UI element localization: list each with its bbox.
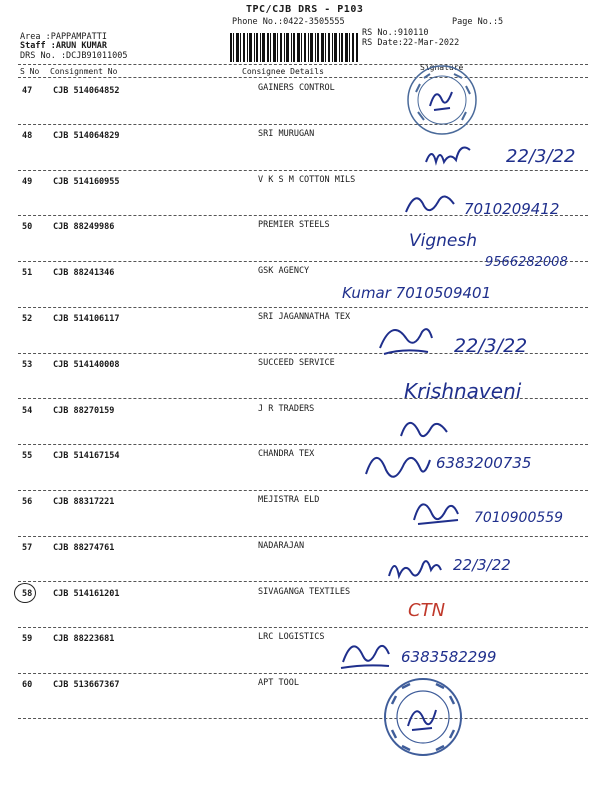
row-consignment: CJB 514064852 — [53, 86, 120, 96]
signature-row-48 — [420, 138, 590, 172]
row-sno: 54 — [22, 406, 33, 416]
row-sno: 49 — [22, 177, 33, 187]
row-consignment: CJB 88317221 — [53, 497, 115, 507]
row-divider — [18, 536, 588, 537]
col-consignee: Consignee Details — [242, 67, 324, 76]
signature-row-52 — [372, 318, 572, 364]
signature-row-49 — [400, 184, 590, 224]
row-consignment: CJB 88270159 — [53, 406, 115, 416]
row-consignment: CJB 514064829 — [53, 131, 120, 141]
row-consignee: NADARAJAN — [258, 541, 305, 551]
handwriting-row-55: 6383200735 — [436, 454, 532, 472]
row-consignment: CJB 513667367 — [53, 680, 120, 690]
row-consignment: CJB 88223681 — [53, 634, 115, 644]
row-sno: 59 — [22, 634, 33, 644]
row-consignee: MEJISTRA ELD — [258, 495, 320, 505]
handwriting-row-57: 22/3/22 — [453, 556, 511, 574]
row-sno: 55 — [22, 451, 33, 461]
signature-row-54-mark — [395, 410, 465, 444]
row-consignee: GAINERS CONTROL — [258, 83, 335, 93]
area-label: Area :PAPPAMPATTI — [20, 32, 107, 42]
row-consignee: GSK AGENCY — [258, 266, 310, 276]
row-consignment: CJB 88241346 — [53, 268, 115, 278]
row-consignment: CJB 514106117 — [53, 314, 120, 324]
signature-row-57 — [385, 548, 565, 582]
row-consignee: APT TOOL — [258, 678, 299, 688]
row-consignee: PREMIER STEELS — [258, 220, 330, 230]
row-consignee: V K S M COTTON MILS — [258, 175, 356, 185]
handwriting-row-52: 22/3/22 — [454, 335, 528, 357]
row-sno: 47 — [22, 86, 33, 96]
row-sno: 56 — [22, 497, 33, 507]
row-consignment: CJB 514140008 — [53, 360, 120, 370]
signature-row-51 — [340, 274, 550, 308]
col-sno: S No — [20, 67, 40, 76]
row-divider — [18, 124, 588, 125]
signature-row-50 — [405, 226, 595, 270]
rs-number: RS No.:910110 — [362, 28, 429, 38]
handwriting-row-50: Vignesh — [409, 231, 478, 251]
row-consignee: SIVAGANGA TEXTILES — [258, 587, 351, 597]
row-sno: 48 — [22, 131, 33, 141]
signature-row-58 — [406, 594, 466, 622]
staff-label: Staff :ARUN KUMAR — [20, 41, 107, 51]
row-divider — [18, 718, 588, 719]
header-bottom-rule — [18, 77, 588, 78]
row-consignment: CJB 514161201 — [53, 589, 120, 599]
document-title: TPC/CJB DRS - P103 — [246, 4, 364, 15]
signature-row-59 — [335, 632, 535, 676]
row-sno: 53 — [22, 360, 33, 370]
signature-row-55 — [360, 440, 570, 490]
row-consignee: SUCCEED SERVICE — [258, 358, 335, 368]
drs-number: DRS No. :DCJB91011005 — [20, 51, 128, 61]
row-sno: 60 — [22, 680, 33, 690]
row-consignment: CJB 514160955 — [53, 177, 120, 187]
row-divider — [18, 627, 588, 628]
row-consignment: CJB 514167154 — [53, 451, 120, 461]
row-consignee: SRI JAGANNATHA TEX — [258, 312, 351, 322]
col-signature: Signature — [420, 63, 464, 72]
row-sno: 58 — [22, 589, 33, 599]
row-consignee: CHANDRA TEX — [258, 449, 315, 459]
handwriting-row-48: 22/3/22 — [506, 146, 576, 167]
delivery-stamp-bottom — [378, 674, 468, 760]
row-consignment: CJB 88274761 — [53, 543, 115, 553]
col-consignment: Consignment No — [50, 67, 118, 76]
delivery-stamp-top — [404, 62, 480, 138]
handwriting-row-59: 6383582299 — [401, 648, 497, 666]
barcode — [230, 33, 358, 62]
row-consignee: LRC LOGISTICS — [258, 632, 325, 642]
row-sno: 57 — [22, 543, 33, 553]
handwriting-row-58: CTN — [408, 600, 446, 621]
handwriting-row-56: 7010900559 — [474, 510, 564, 526]
signature-row-56 — [408, 488, 598, 534]
handwriting-row-54: Krishnaveni — [404, 379, 522, 403]
row-consignee: J R TRADERS — [258, 404, 315, 414]
page-number: Page No.:5 — [452, 17, 504, 27]
row-sno: 52 — [22, 314, 33, 324]
signature-row-54 — [400, 374, 570, 408]
handwriting-row-50-number: 9566282008 — [485, 255, 568, 270]
row-sno: 51 — [22, 268, 33, 278]
row-sno: 50 — [22, 222, 33, 232]
phone-number: Phone No.:0422-3505555 — [232, 17, 345, 27]
row-consignment: CJB 88249986 — [53, 222, 115, 232]
handwriting-row-49: 7010209412 — [464, 200, 560, 218]
header-top-rule — [18, 64, 588, 65]
row-consignee: SRI MURUGAN — [258, 129, 315, 139]
rs-date: RS Date:22-Mar-2022 — [362, 38, 460, 48]
handwriting-row-51: Kumar 7010509401 — [342, 284, 492, 302]
